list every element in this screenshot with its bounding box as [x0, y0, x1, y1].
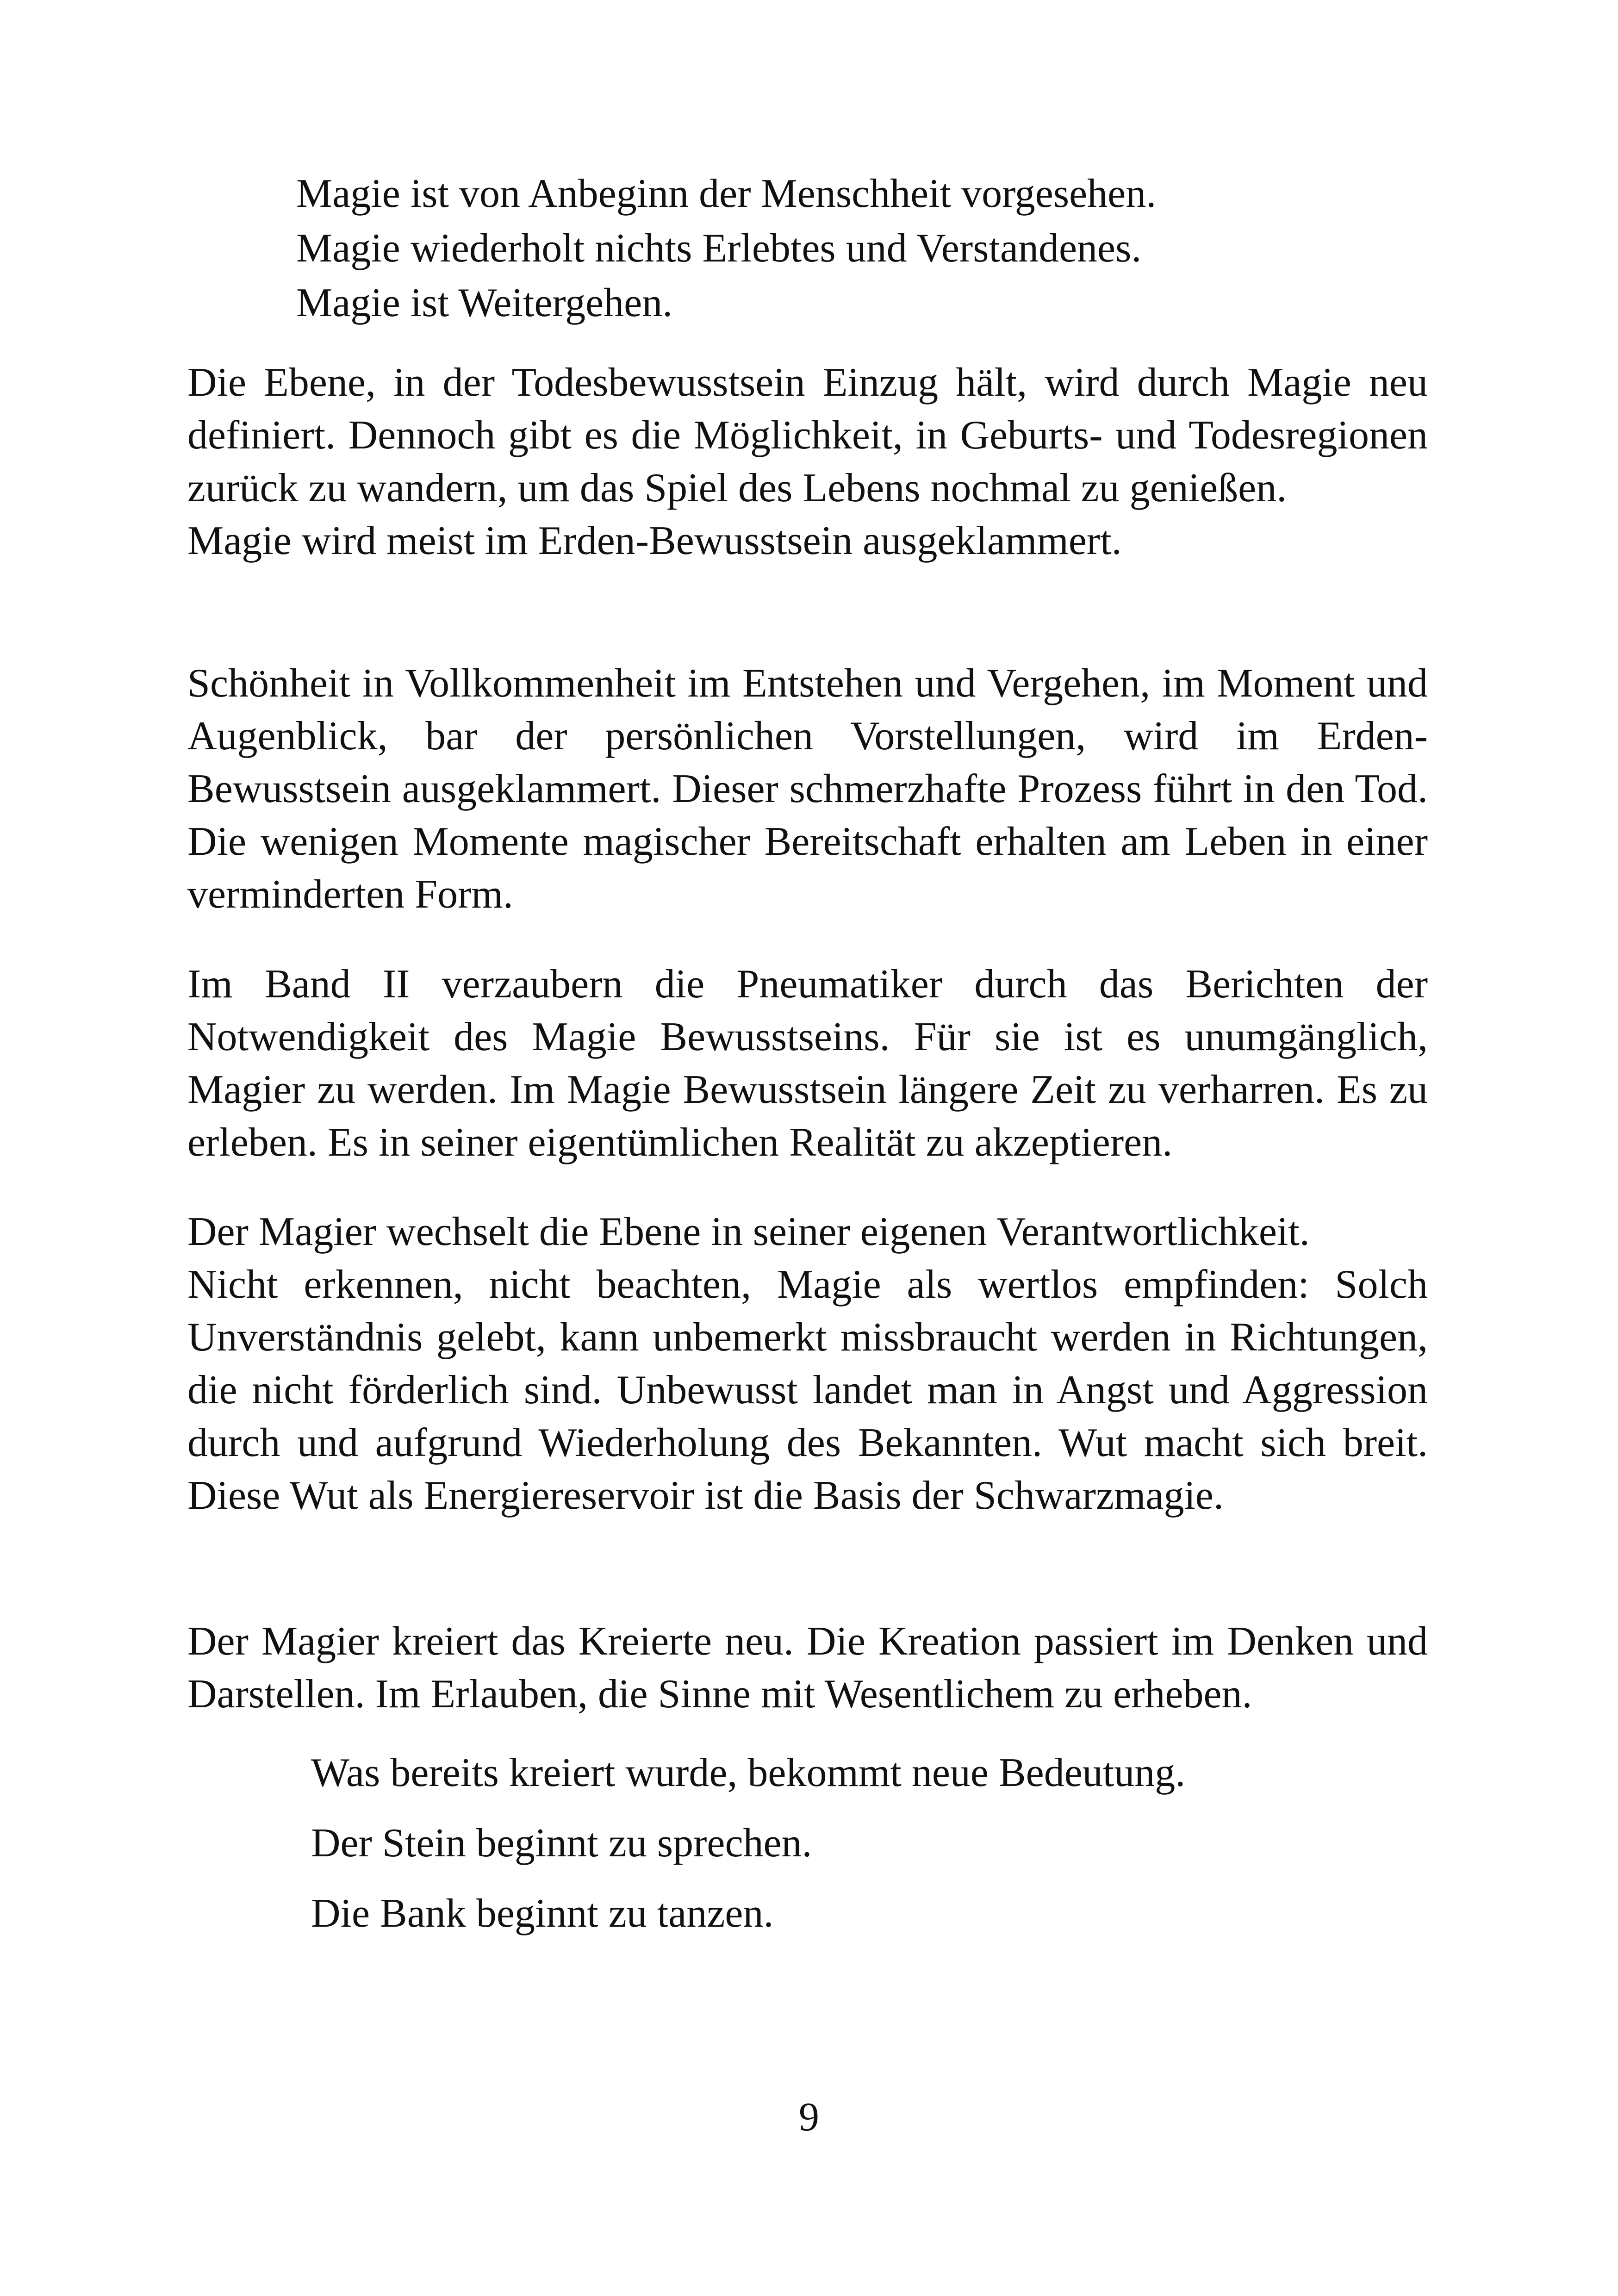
closing-line: Die Bank beginnt zu tanzen.	[311, 1891, 774, 1936]
paragraph-ebene	[187, 356, 1428, 567]
paragraph-text: Nicht erkennen, nicht beachten, Magie als wertlos empfinden: Solch Unverständnis gelebt, kann unbemerkt missbraucht werden in Richtungen, die nicht förderlich sind. Unbewusst landet man in Angst und Aggression durch und aufgrund Wiederholung des Bekannten. Wut macht sich breit. Diese Wut als Energiereservoir ist die Basis der Schwarzmagie.	[187, 1262, 1428, 1518]
paragraph-text: Der Magier wechselt die Ebene in seiner eigenen Verantwortlichkeit.	[187, 1209, 1310, 1254]
paragraph-text: Schönheit in Vollkommenheit im Entstehen und Vergehen, im Moment und Augenblick, bar der persönlichen Vorstellungen, wird im Erden-Bewusstsein ausgeklammert. Dieser schmerzhafte Prozess führt in den Tod. Die wenigen Momente magischer Bereitschaft erhalten am Leben in einer verminderten Form.	[187, 661, 1428, 917]
paragraph-text: Die Ebene, in der Todesbewusstsein Einzug hält, wird durch Magie neu definiert. Dennoch gibt es die Möglichkeit, in Geburts- und Todesregionen zurück zu wandern, um das Spiel des Lebens nochmal zu genießen.	[187, 360, 1428, 510]
closing-verse	[311, 1738, 1422, 1949]
paragraph-magier-ebene	[187, 1206, 1428, 1522]
paragraph-band-ii	[187, 958, 1428, 1169]
intro-line: Magie wiederholt nichts Erlebtes und Verstandenes.	[296, 226, 1142, 271]
intro-line: Magie ist von Anbeginn der Menschheit vorgesehen.	[296, 171, 1157, 216]
closing-line: Was bereits kreiert wurde, bekommt neue Bedeutung.	[311, 1750, 1186, 1795]
intro-line: Magie ist Weitergehen.	[296, 280, 673, 325]
page-number: 9	[799, 2095, 819, 2140]
paragraph-schoenheit	[187, 657, 1428, 921]
closing-line: Der Stein beginnt zu sprechen.	[311, 1821, 812, 1866]
paragraph-kreation	[187, 1615, 1428, 1721]
paragraph-text: Der Magier kreiert das Kreierte neu. Die Kreation passiert im Denken und Darstellen. Im Erlauben, die Sinne mit Wesentlichem zu erheben.	[187, 1619, 1428, 1717]
intro-verse	[296, 167, 1407, 330]
paragraph-text: Im Band II verzaubern die Pneumatiker durch das Berichten der Notwendigkeit des Magie Bewusstseins. Für sie ist es unumgänglich, Magier zu werden. Im Magie Bewusstsein längere Zeit zu verharren. Es zu erleben. Es in seiner eigentümlichen Realität zu akzeptieren.	[187, 962, 1428, 1165]
paragraph-text: Magie wird meist im Erden-Bewusstsein ausgeklammert.	[187, 518, 1122, 563]
